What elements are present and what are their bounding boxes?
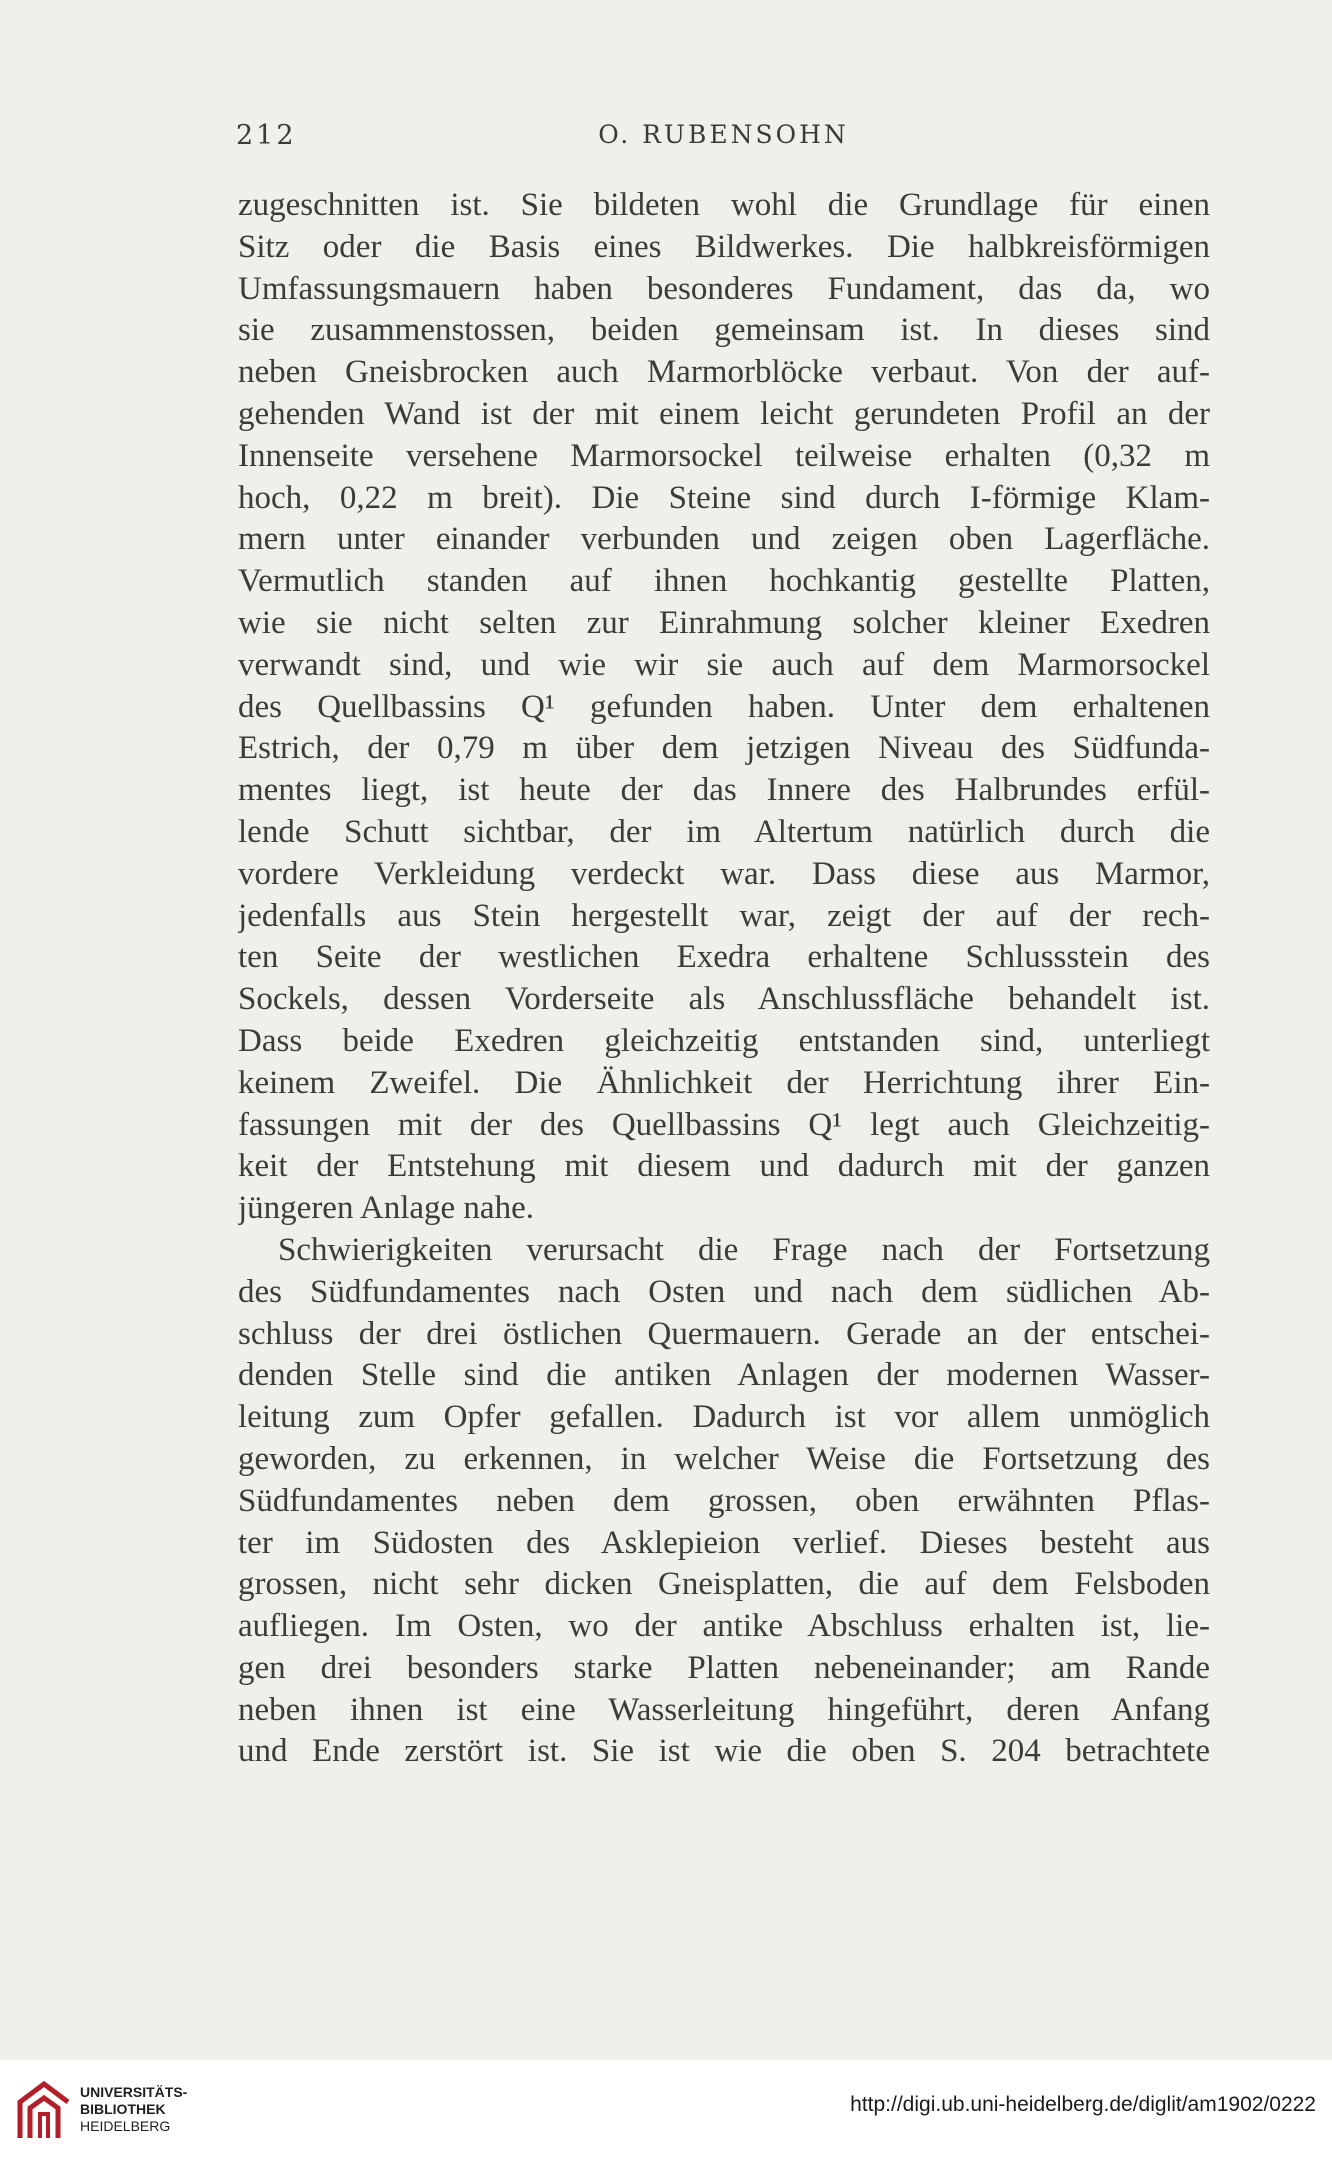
text-line: Sitz oder die Basis eines Bildwerkes. Die halbkreisförmigen [238, 228, 1210, 265]
library-logo-icon [14, 2078, 74, 2142]
text-line: hoch, 0,22 m breit). Die Steine sind durch I-förmige Klam- [238, 479, 1210, 516]
text-line: Innenseite versehene Marmorsockel teilweise erhalten (0,32 m [238, 437, 1210, 474]
text-line: ten Seite der westlichen Exedra erhaltene Schlussstein des [238, 939, 1210, 976]
text-line: wie sie nicht selten zur Einrahmung solcher kleiner Exedren [238, 604, 1210, 641]
text-line: fassungen mit der des Quellbassins Q¹ legt auch Gleichzeitig- [238, 1106, 1210, 1143]
text-line: keinem Zweifel. Die Ähnlichkeit der Herrichtung ihrer Ein- [238, 1064, 1210, 1101]
text-line: geworden, zu erkennen, in welcher Weise die Fortsetzung des [238, 1440, 1210, 1477]
text-line: des Quellbassins Q¹ gefunden haben. Unter dem erhaltenen [238, 688, 1210, 725]
body-text [238, 185, 1210, 1773]
text-line: und Ende zerstört ist. Sie ist wie die oben S. 204 betrachtete [238, 1733, 1210, 1770]
page-number: 212 [236, 120, 297, 151]
library-name-line: HEIDELBERG [80, 2118, 171, 2134]
text-line: Südfundamentes neben dem grossen, oben erwähnten Pflas- [238, 1482, 1210, 1519]
text-line: gen drei besonders starke Platten nebeneinander; am Rande [238, 1649, 1210, 1686]
text-line: aufliegen. Im Osten, wo der antike Abschluss erhalten ist, lie- [238, 1608, 1210, 1645]
text-line: ter im Südosten des Asklepieion verlief. Dieses besteht aus [238, 1524, 1210, 1561]
text-line: jüngeren Anlage nahe. [238, 1190, 534, 1227]
text-line: mentes liegt, ist heute der das Innere des Halbrundes erfül- [238, 772, 1210, 809]
text-line: neben ihnen ist eine Wasserleitung hingeführt, deren Anfang [238, 1691, 1210, 1728]
text-line: gehenden Wand ist der mit einem leicht gerundeten Profil an der [238, 395, 1210, 432]
text-line: jedenfalls aus Stein hergestellt war, zeigt der auf der rech- [238, 897, 1210, 934]
text-line: zugeschnitten ist. Sie bildeten wohl die Grundlage für einen [238, 187, 1210, 223]
text-line: grossen, nicht sehr dicken Gneisplatten, die auf dem Felsboden [238, 1566, 1210, 1603]
text-line: Estrich, der 0,79 m über dem jetzigen Niveau des Südfunda- [238, 730, 1210, 767]
text-line: neben Gneisbrocken auch Marmorblöcke verbaut. Von der auf- [238, 354, 1210, 391]
library-name-line: UNIVERSITÄTS- [80, 2084, 188, 2100]
running-head-author: O. RUBENSOHN [598, 120, 849, 149]
library-name [80, 2084, 187, 2135]
text-line: schluss der drei östlichen Quermauern. Gerade an der entschei- [238, 1315, 1210, 1352]
text-line: sie zusammenstossen, beiden gemeinsam ist. In dieses sind [238, 312, 1210, 349]
text-line: des Südfundamentes nach Osten und nach dem südlichen Ab- [238, 1273, 1210, 1310]
text-line: Dass beide Exedren gleichzeitig entstanden sind, unterliegt [238, 1022, 1210, 1059]
text-line: denden Stelle sind die antiken Anlagen der modernen Wasser- [238, 1357, 1210, 1394]
text-line: vordere Verkleidung verdeckt war. Dass diese aus Marmor, [238, 855, 1210, 892]
text-line: Umfassungsmauern haben besonderes Fundament, das da, wo [238, 270, 1210, 307]
text-line: mern unter einander verbunden und zeigen oben Lagerfläche. [238, 521, 1210, 558]
library-name-line: BIBLIOTHEK [80, 2101, 166, 2117]
viewer-footer [0, 2060, 1332, 2159]
text-line: Sockels, dessen Vorderseite als Anschlussfläche behandelt ist. [238, 981, 1210, 1018]
text-line: lende Schutt sichtbar, der im Altertum natürlich durch die [238, 813, 1210, 850]
source-url-link[interactable]: http://digi.ub.uni-heidelberg.de/diglit/am1902/0222 [850, 2093, 1316, 2116]
text-line: keit der Entstehung mit diesem und dadurch mit der ganzen [238, 1148, 1210, 1185]
text-line: Schwierigkeiten verursacht die Frage nach der Fortsetzung [278, 1231, 1210, 1268]
text-line: leitung zum Opfer gefallen. Dadurch ist vor allem unmöglich [238, 1399, 1210, 1436]
running-head [236, 120, 1211, 160]
text-line: verwandt sind, und wie wir sie auch auf dem Marmorsockel [238, 646, 1210, 683]
text-line: Vermutlich standen auf ihnen hochkantig gestellte Platten, [238, 563, 1210, 600]
